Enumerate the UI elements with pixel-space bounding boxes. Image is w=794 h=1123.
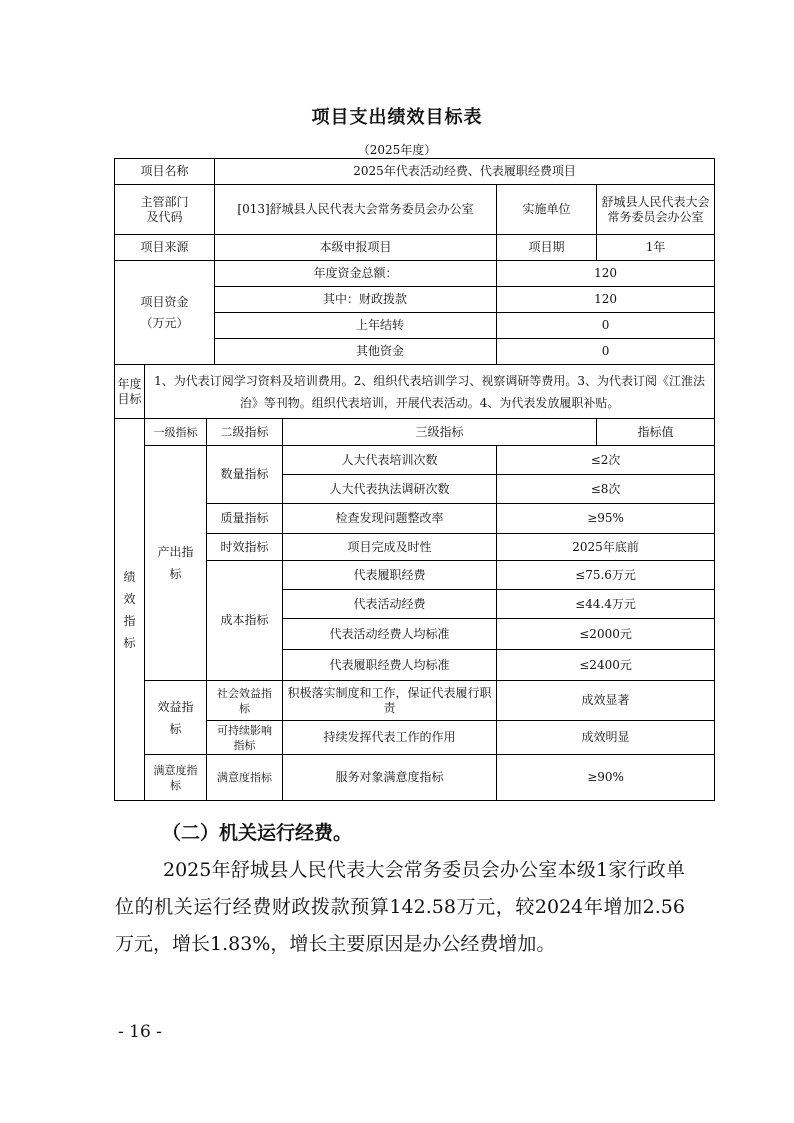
- indicator-name: 项目完成及时性: [283, 534, 497, 561]
- table-row: [115, 419, 715, 446]
- funds-label: [115, 261, 215, 365]
- indicator-value: 成效显著: [497, 681, 715, 721]
- indicator-name: 持续发挥代表工作的作用: [283, 721, 497, 755]
- funds-item-label: 上年结转: [215, 313, 497, 339]
- indicator-name: 代表活动经费人均标准: [283, 619, 497, 650]
- indicator-name: 人大代表培训次数: [283, 446, 497, 475]
- output-indicator-label: 产出指标: [145, 446, 207, 681]
- table-title: 项目支出绩效目标表: [311, 107, 483, 128]
- header-level2: 二级指标: [207, 419, 283, 446]
- table-row: [115, 185, 715, 235]
- indicator-value: ≤44.4万元: [497, 590, 715, 619]
- indicator-name: 代表活动经费: [283, 590, 497, 619]
- table-row: [115, 235, 715, 261]
- funds-unit: （万元）: [140, 315, 189, 330]
- social-benefit-label: 社会效益指标: [207, 681, 283, 721]
- table-year: （2025年度）: [357, 143, 437, 157]
- indicator-value: 成效明显: [497, 721, 715, 755]
- performance-table: [114, 158, 715, 801]
- table-row: [115, 446, 715, 475]
- source-value: 本级申报项目: [215, 235, 497, 261]
- annual-goal-label: 年度目标: [115, 365, 145, 419]
- section-heading: （二）机关运行经费。: [162, 822, 353, 844]
- period-value: 1年: [597, 235, 715, 261]
- indicator-name: 积极落实制度和工作，保证代表履行职责: [283, 681, 497, 721]
- indicator-name: 人大代表执法调研次数: [283, 475, 497, 504]
- indicator-value: 2025年底前: [497, 534, 715, 561]
- funds-item-value: 120: [497, 287, 715, 313]
- dept-label: 主管部门 及代码: [115, 185, 215, 235]
- indicator-name: 代表履职经费: [283, 561, 497, 590]
- satisfaction-level2-label: 满意度指标: [207, 755, 283, 801]
- annual-goal-text: 1、为代表订阅学习资料及培训费用。2、组织代表培训学习、视察调研等费用。3、为代表订阅《江淮法治》等刊物。组织代表培训，开展代表活动。4、为代表发放履职补贴。: [145, 365, 715, 419]
- indicator-value: ≥90%: [497, 755, 715, 801]
- quantity-indicator-label: 数量指标: [207, 446, 283, 504]
- dept-value: [013]舒城县人民代表大会常务委员会办公室: [215, 185, 497, 235]
- source-label: 项目来源: [115, 235, 215, 261]
- benefit-indicator-label: 效益指标: [145, 681, 207, 755]
- quality-indicator-label: 质量指标: [207, 504, 283, 534]
- funds-item-label: 其中：财政拨款: [215, 287, 497, 313]
- indicator-name: 检查发现问题整改率: [283, 504, 497, 534]
- funds-item-label: 其他资金: [215, 339, 497, 365]
- indicator-value: ≤2次: [497, 446, 715, 475]
- indicator-value: ≤75.6万元: [497, 561, 715, 590]
- funds-item-value: 120: [497, 261, 715, 287]
- funds-item-label: 年度资金总额：: [215, 261, 497, 287]
- table-row: [115, 365, 715, 419]
- project-name-value: 2025年代表活动经费、代表履职经费项目: [215, 159, 715, 185]
- timeliness-indicator-label: 时效指标: [207, 534, 283, 561]
- performance-group-label: 绩效指标: [115, 419, 145, 801]
- page-number: - 16 -: [118, 1022, 162, 1042]
- project-name-label: 项目名称: [115, 159, 215, 185]
- header-level1: 一级指标: [145, 419, 207, 446]
- indicator-value: ≤2000元: [497, 619, 715, 650]
- period-label: 项目期: [497, 235, 597, 261]
- indicator-value: ≥95%: [497, 504, 715, 534]
- indicator-value: ≤8次: [497, 475, 715, 504]
- indicator-name: 服务对象满意度指标: [283, 755, 497, 801]
- satisfaction-level1-label: 满意度指标: [145, 755, 207, 801]
- impl-unit-label: 实施单位: [497, 185, 597, 235]
- funds-label-text: 项目资金: [140, 294, 189, 309]
- funds-item-value: 0: [497, 339, 715, 365]
- header-value: 指标值: [597, 419, 715, 446]
- cost-indicator-label: 成本指标: [207, 561, 283, 681]
- header-level3: 三级指标: [283, 419, 597, 446]
- body-paragraph: 2025年舒城县人民代表大会常务委员会办公室本级1家行政单位的机关运行经费财政拨款预算142.58万元，较2024年增加2.56万元，增长1.83%，增长主要原因是办公经费增加。: [115, 859, 685, 955]
- table-row: [115, 261, 715, 287]
- indicator-value: ≤2400元: [497, 650, 715, 681]
- table-row: [115, 159, 715, 185]
- table-row: [115, 681, 715, 721]
- indicator-name: 代表履职经费人均标准: [283, 650, 497, 681]
- funds-item-value: 0: [497, 313, 715, 339]
- sustainable-impact-label: 可持续影响指标: [207, 721, 283, 755]
- table-row: [115, 755, 715, 801]
- impl-unit-value: 舒城县人民代表大会常务委员会办公室: [597, 185, 715, 235]
